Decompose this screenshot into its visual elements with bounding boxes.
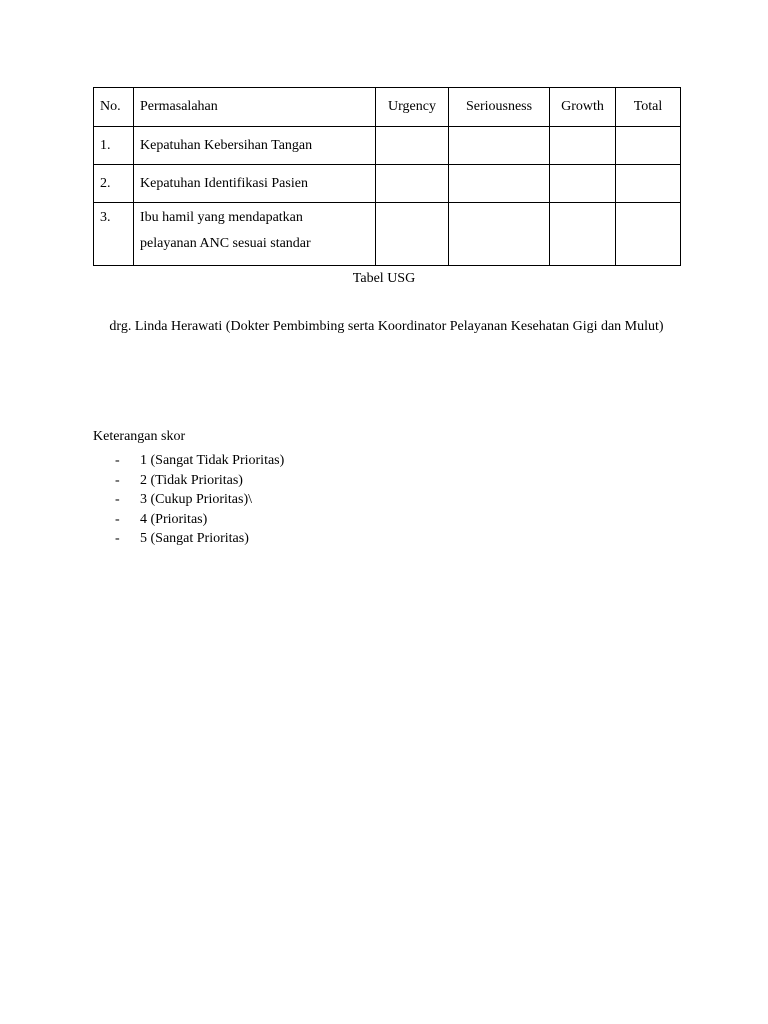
row-number: 2.	[94, 165, 134, 203]
header-problem: Permasalahan	[134, 88, 376, 127]
header-total: Total	[616, 88, 681, 127]
table-row	[94, 165, 681, 203]
list-item-text: 2 (Tidak Prioritas)	[140, 472, 243, 488]
legend-title: Keterangan skor	[93, 429, 186, 444]
row-total	[616, 165, 681, 203]
list-item-text: 5 (Sangat Prioritas)	[140, 531, 249, 546]
row-growth	[550, 203, 616, 266]
header-no: No.	[94, 88, 134, 127]
header-urgency: Urgency	[376, 88, 449, 127]
row-seriousness	[449, 203, 550, 266]
header-seriousness: Seriousness	[449, 88, 550, 127]
list-dash: -	[115, 531, 120, 546]
row-total	[616, 127, 681, 165]
row-problem: Kepatuhan Kebersihan Tangan	[134, 127, 376, 165]
list-item-text: 3 (Cukup Prioritas)\	[140, 492, 252, 507]
list-item	[93, 529, 284, 549]
legend-list	[93, 451, 284, 549]
row-problem-line1: Ibu hamil yang mendapatkan	[140, 210, 303, 225]
row-number: 1.	[94, 127, 134, 165]
row-growth	[550, 127, 616, 165]
list-item	[93, 510, 284, 530]
list-dash: -	[115, 472, 120, 488]
row-total	[616, 203, 681, 266]
row-urgency	[376, 165, 449, 203]
row-growth	[550, 165, 616, 203]
supervisor-line: drg. Linda Herawati (Dokter Pembimbing serta Koordinator Pelayanan Kesehatan Gigi dan Mulut)	[109, 319, 664, 334]
list-dash: -	[115, 511, 120, 527]
list-dash: -	[115, 453, 120, 468]
list-item-text: 1 (Sangat Tidak Prioritas)	[140, 453, 285, 468]
table-caption: Tabel USG	[352, 271, 416, 286]
table-row	[94, 127, 681, 165]
table-row	[94, 203, 681, 266]
row-seriousness	[449, 165, 550, 203]
list-item	[93, 490, 284, 510]
row-problem	[134, 203, 376, 266]
row-number: 3.	[94, 203, 134, 266]
row-problem-line2: pelayanan ANC sesuai standar	[140, 236, 311, 251]
header-growth: Growth	[550, 88, 616, 127]
table-header-row	[94, 88, 681, 127]
row-problem: Kepatuhan Identifikasi Pasien	[134, 165, 376, 203]
row-urgency	[376, 203, 449, 266]
list-dash: -	[115, 492, 120, 507]
row-urgency	[376, 127, 449, 165]
list-item	[93, 451, 284, 471]
list-item	[93, 471, 284, 491]
usg-table	[93, 87, 681, 266]
row-seriousness	[449, 127, 550, 165]
list-item-text: 4 (Prioritas)	[140, 511, 208, 527]
